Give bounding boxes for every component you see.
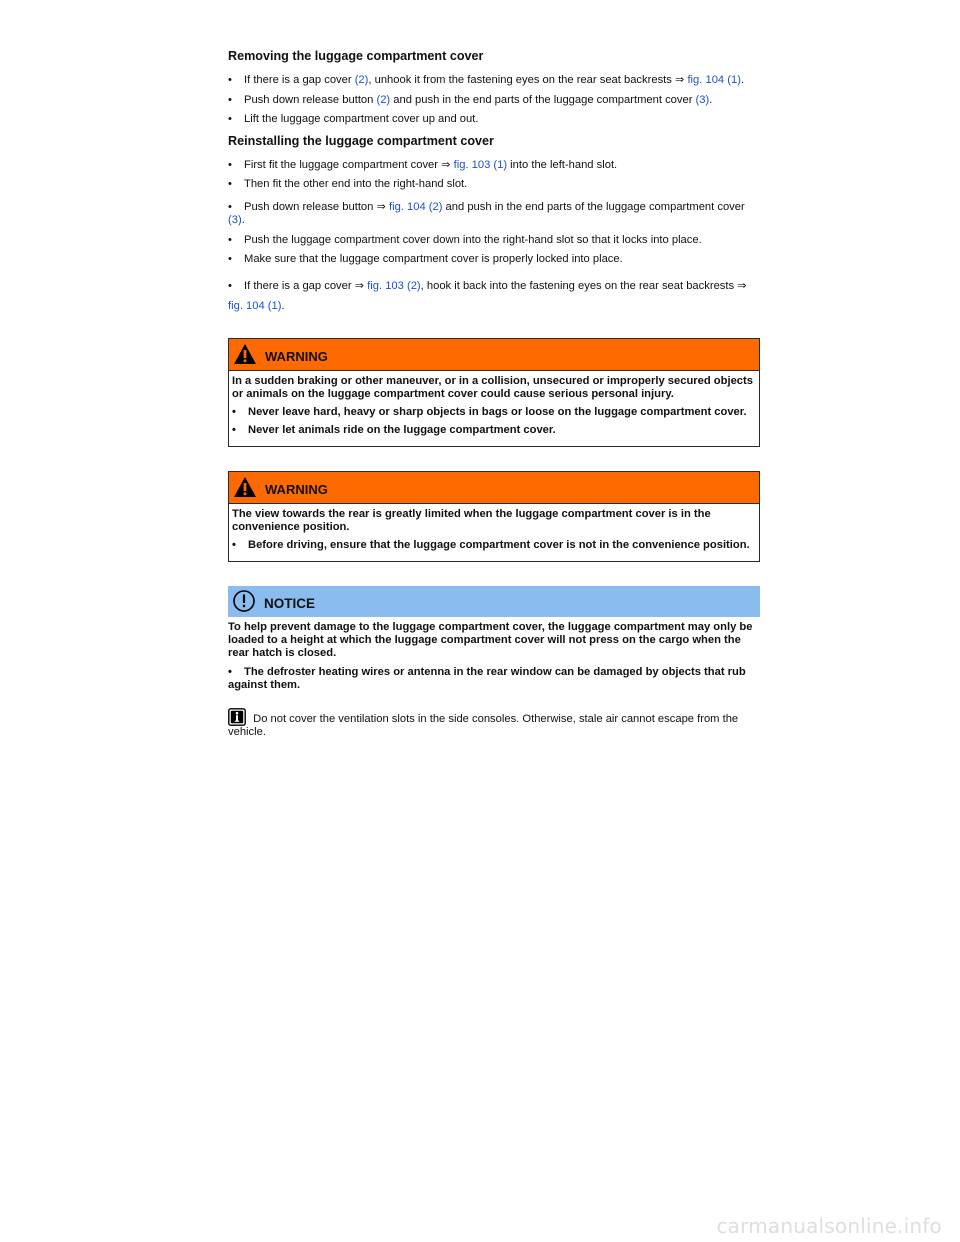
step-text: . bbox=[281, 299, 285, 312]
step-item bbox=[228, 94, 760, 108]
fig-link[interactable]: fig. 104 (1) bbox=[687, 74, 741, 86]
warning-title: WARNING bbox=[265, 348, 328, 364]
step-item bbox=[228, 178, 760, 192]
manual-page bbox=[228, 48, 760, 740]
fig-link[interactable]: fig. 104 (2) bbox=[388, 200, 443, 213]
bullet: • bbox=[232, 423, 236, 436]
removing-steps bbox=[228, 74, 760, 127]
note-text: Do not cover the ventilation slots in the side consoles. Otherwise, stale air cannot escape from the vehicle. bbox=[228, 712, 739, 738]
step-text: . bbox=[709, 93, 713, 106]
bullet: • bbox=[228, 233, 232, 246]
warning-body bbox=[229, 371, 759, 446]
warning-item bbox=[232, 424, 756, 437]
step-text: Push the luggage compartment cover down into the right-hand slot so that it locks into place. bbox=[244, 233, 702, 246]
fig-link[interactable]: fig. 103 (2) bbox=[367, 279, 421, 292]
bullet: • bbox=[228, 665, 232, 678]
bullet: • bbox=[232, 538, 236, 551]
step-item bbox=[228, 159, 760, 173]
warning-header bbox=[229, 472, 759, 504]
bullet: • bbox=[228, 279, 232, 292]
notice-box bbox=[228, 586, 760, 692]
note-paragraph bbox=[228, 708, 760, 740]
warning-item bbox=[232, 406, 756, 419]
notice-title: NOTICE bbox=[264, 595, 316, 611]
step-text: If there is a gap cover ⇒ bbox=[244, 279, 368, 292]
step-text: . bbox=[241, 214, 245, 226]
watermark: carmanualsonline.info bbox=[716, 1214, 942, 1238]
section-heading-reinstalling: Reinstalling the luggage compartment cover bbox=[228, 133, 494, 148]
fig-link[interactable]: fig. 104 (1) bbox=[228, 299, 282, 312]
step-item bbox=[228, 276, 760, 316]
step-text: Make sure that the luggage compartment cover is properly locked into place. bbox=[244, 253, 623, 265]
notice-intro: To help prevent damage to the luggage compartment cover, the luggage compartment may only be loaded to a height at which the luggage compartment cover will not press on the cargo when the rear hatch is closed. bbox=[228, 620, 753, 659]
warning-triangle-icon bbox=[233, 343, 257, 365]
bullet: • bbox=[228, 253, 232, 265]
step-text: Then fit the other end into the right-hand slot. bbox=[244, 178, 468, 190]
step-text: Push down release button ⇒ bbox=[244, 200, 389, 213]
bullet: • bbox=[232, 405, 236, 418]
warning-item-text: Never let animals ride on the luggage compartment cover. bbox=[248, 423, 556, 436]
notice-item-text: The defroster heating wires or antenna in the rear window can be damaged by objects that rub against them. bbox=[228, 665, 746, 691]
section-heading-removing: Removing the luggage compartment cover bbox=[228, 49, 484, 63]
step-text: , unhook it from the fastening eyes on the rear seat backrests ⇒ bbox=[368, 74, 688, 86]
fig-link[interactable]: fig. 103 (1) bbox=[453, 158, 508, 171]
step-text: Lift the luggage compartment cover up and out. bbox=[244, 113, 479, 125]
warning-item-text: Before driving, ensure that the luggage compartment cover is not in the convenience position. bbox=[248, 538, 750, 551]
notice-item bbox=[228, 666, 760, 692]
step-text: and push in the end parts of the luggage compartment cover bbox=[390, 93, 696, 106]
step-item bbox=[228, 253, 760, 267]
step-text: . bbox=[740, 74, 745, 86]
ref-link[interactable]: (2) bbox=[354, 74, 369, 86]
notice-header bbox=[228, 586, 760, 617]
exclamation-circle-icon bbox=[232, 589, 256, 613]
step-text: If there is a gap cover bbox=[244, 74, 355, 86]
info-icon bbox=[228, 708, 246, 726]
warning-item-text: Never leave hard, heavy or sharp objects in bags or loose on the luggage compartment cover. bbox=[248, 405, 747, 418]
notice-body bbox=[228, 617, 760, 692]
step-text: and push in the end parts of the luggage compartment cover bbox=[442, 200, 745, 213]
ref-link[interactable]: (2) bbox=[376, 93, 391, 106]
step-text: , hook it back into the fastening eyes on the rear seat backrests ⇒ bbox=[420, 279, 747, 292]
bullet: • bbox=[228, 158, 232, 171]
warning-intro: In a sudden braking or other maneuver, or in a collision, unsecured or improperly secured objects or animals on the luggage compartment cover could cause serious personal injury. bbox=[232, 374, 753, 400]
warning-intro: The view towards the rear is greatly limited when the luggage compartment cover is in the convenience position. bbox=[232, 507, 711, 533]
step-text: Push down release button bbox=[244, 93, 377, 106]
bullet: • bbox=[228, 113, 232, 125]
bullet: • bbox=[228, 93, 232, 106]
warning-box bbox=[228, 471, 760, 562]
warning-header bbox=[229, 339, 759, 371]
step-text: First fit the luggage compartment cover ⇒ bbox=[244, 158, 454, 171]
bullet: • bbox=[228, 200, 232, 213]
step-text: into the left-hand slot. bbox=[507, 158, 618, 171]
step-item bbox=[228, 113, 760, 127]
ref-link[interactable]: (3) bbox=[228, 214, 242, 226]
warning-body bbox=[229, 504, 759, 561]
bullet: • bbox=[228, 74, 232, 86]
step-item bbox=[228, 234, 760, 248]
warning-item bbox=[232, 539, 756, 552]
warning-title: WARNING bbox=[265, 481, 328, 497]
bullet: • bbox=[228, 178, 232, 190]
warning-box bbox=[228, 338, 760, 447]
step-item bbox=[228, 74, 760, 88]
warning-triangle-icon bbox=[233, 476, 257, 498]
ref-link[interactable]: (3) bbox=[695, 93, 710, 106]
reinstalling-steps bbox=[228, 159, 760, 267]
step-item bbox=[228, 201, 760, 228]
